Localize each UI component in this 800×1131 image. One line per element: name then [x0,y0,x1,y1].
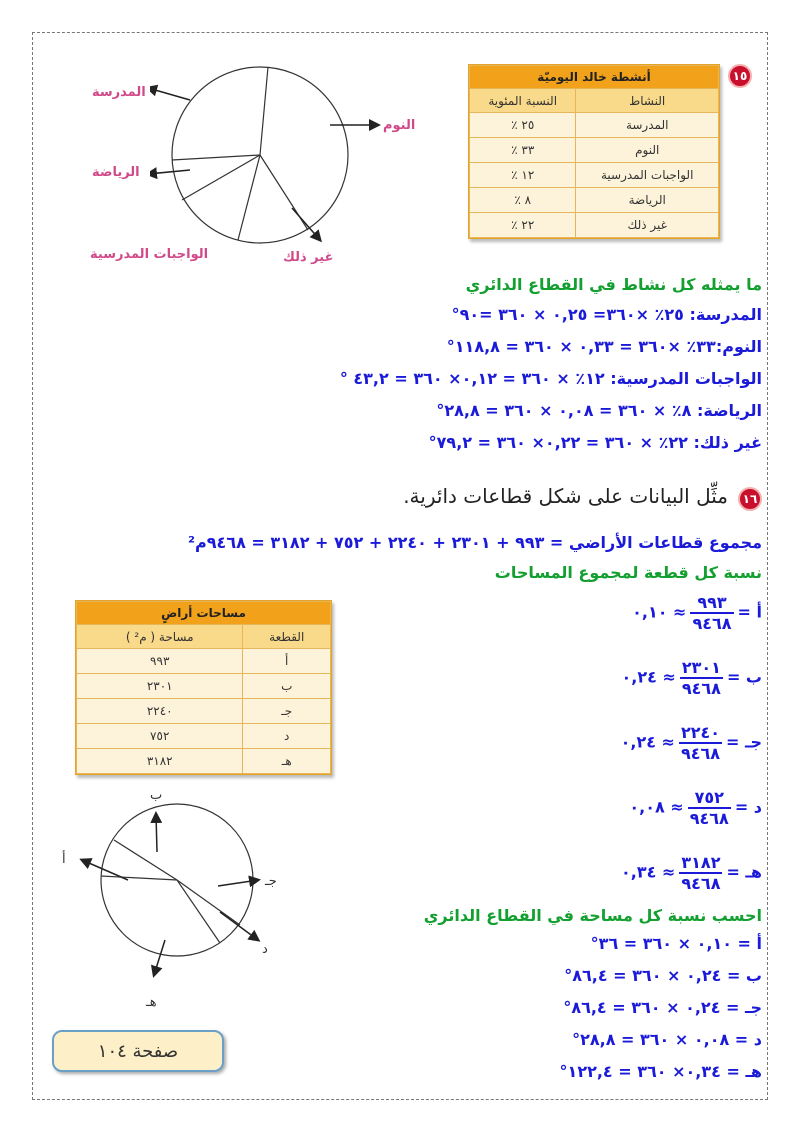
pie-label-other: غير ذلك [283,250,334,265]
table-header: القطعة [243,625,331,649]
q16-sum-line: مجموع قطاعات الأراضي = ٩٩٣ + ٢٣٠١ + ٢٢٤٠ + ٧٥٢ + ٣١٨٢ = ٩٤٦٨م² [188,533,762,552]
fraction-row: د = $\frac{٧٥٢}{٩٤٦٨}$ ≈ ٠,٠٨ [629,788,762,828]
table-cell: ٣١٨٢ [77,749,243,774]
table-cell: هـ [243,749,331,774]
table-cell: ٢٢ ٪ [470,213,576,238]
q15-line: الواجبات المدرسية: ١٢٪ × ٣٦٠ = ٠,١٢× ٣٦٠ = ٤٣,٢ ° [339,369,762,388]
fraction-row: جـ = $\frac{٢٢٤٠}{٩٤٦٨}$ ≈ ٠,٢٤ [620,723,762,763]
pie-label-homework: الواجبات المدرسية [90,247,209,262]
table-cell: ٧٥٢ [77,724,243,749]
pie-label-d: د [262,942,268,957]
angle-line: ب = ٠,٢٤ × ٣٦٠ = ٨٦,٤° [564,966,762,985]
angle-line: أ = ٠,١٠ × ٣٦٠ = ٣٦° [590,934,762,953]
pie-label-a: أ [62,852,66,867]
fraction-row: ب = $\frac{٢٣٠١}{٩٤٦٨}$ ≈ ٠,٢٤ [621,658,762,698]
table-cell: غير ذلك [576,213,719,238]
activities-pie-chart [150,60,390,260]
pie-label-b: ب [150,788,163,803]
pie-label-sleep: النوم [383,118,416,133]
angle-line: هـ = ٠,٣٤× ٣٦٠ = ١٢٢,٤° [559,1062,762,1081]
question-15-badge: ١٥ [728,64,752,88]
q15-line: النوم:٣٣٪ ×٣٦٠ = ٠,٣٣ × ٣٦٠ = ١١٨,٨° [446,337,762,356]
land-areas-table [75,600,332,775]
q15-line: المدرسة: ٢٥٪ ×٣٦٠= ٠,٢٥ × ٣٦٠ =٩٠° [451,305,762,324]
table-cell: د [243,724,331,749]
pie-label-j: جـ [265,874,277,889]
pie-label-h: هـ [146,995,157,1010]
table-caption: مساحات أراضٍ [77,602,331,625]
table-cell: ٩٩٣ [77,649,243,674]
angle-line: جـ = ٠,٢٤ × ٣٦٠ = ٨٦,٤° [563,998,762,1017]
land-areas-pie-chart [60,800,290,1000]
table-cell: أ [243,649,331,674]
table-cell: ٢٥ ٪ [470,113,576,138]
question-16-badge: ١٦ [738,487,762,511]
table-cell: ١٢ ٪ [470,163,576,188]
table-cell: المدرسة [576,113,719,138]
table-cell: النوم [576,138,719,163]
q15-line: غير ذلك: ٢٢٪ × ٣٦٠ = ٠,٢٢× ٣٦٠ = ٧٩,٢° [428,433,762,452]
table-header: النشاط [576,89,719,113]
q16-heading: مثِّل البيانات على شكل قطاعات دائرية. [403,484,728,508]
table-cell: الرياضة [576,188,719,213]
angle-line: د = ٠,٠٨ × ٣٦٠ = ٢٨,٨° [572,1030,762,1049]
table-cell: ٨ ٪ [470,188,576,213]
table-cell: جـ [243,699,331,724]
table-header: النسبة المئوية [470,89,576,113]
table-cell: ب [243,674,331,699]
table-cell: ٣٣ ٪ [470,138,576,163]
table-cell: الواجبات المدرسية [576,163,719,188]
pie-label-sport: الرياضة [92,165,140,180]
pie-label-school: المدرسة [92,85,146,100]
fraction-row: أ = $\frac{٩٩٣}{٩٤٦٨}$ ≈ ٠,١٠ [632,593,762,633]
table-cell: ٢٢٤٠ [77,699,243,724]
q15-title: ما يمثله كل نشاط في القطاع الدائري [465,275,762,294]
q15-line: الرياضة: ٨٪ × ٣٦٠ = ٠,٠٨ × ٣٦٠ = ٢٨,٨° [436,401,762,420]
q16-ratio-title: نسبة كل قطعة لمجموع المساحات [494,563,762,582]
q16-angle-title: احسب نسبة كل مساحة في القطاع الدائري [423,906,762,925]
activities-table [468,64,720,239]
table-header: مساحة ( م² ) [77,625,243,649]
page-number-box: صفحة ١٠٤ [52,1030,224,1072]
fraction-row: هـ = $\frac{٣١٨٢}{٩٤٦٨}$ ≈ ٠,٣٤ [621,853,762,893]
table-cell: ٢٣٠١ [77,674,243,699]
table-caption: أنشطة خالد اليوميّة [470,66,719,89]
